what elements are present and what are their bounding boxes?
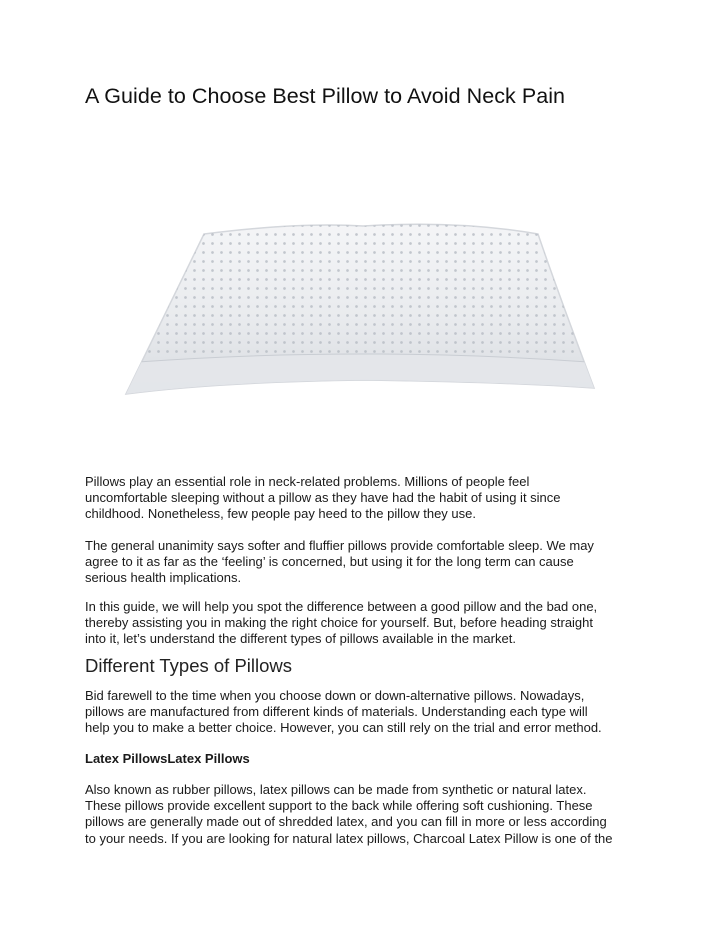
section-heading: Different Types of Pillows [85,655,293,676]
text-line: serious health implications. [85,570,242,586]
text-line: childhood. Nonetheless, few people pay heed to the pillow they use. [85,506,476,522]
pillow-image [118,212,608,402]
latex-paragraph [85,782,645,847]
section-paragraph [85,688,645,737]
intro-paragraph [85,538,645,587]
document-title: A Guide to Choose Best Pillow to Avoid Neck Pain [85,84,566,108]
intro-paragraph [85,599,645,648]
text-line: thereby assisting you in making the right choice for yourself. But, before heading straight [85,615,594,631]
text-line: pillows are manufactured from different kinds of materials. Understanding each type will [85,704,588,720]
text-line: help you to make a better choice. However, you can still rely on the trial and error method. [85,720,602,736]
text-line: Also known as rubber pillows, latex pillows can be made from synthetic or natural latex. [85,782,587,797]
text-line: Bid farewell to the time when you choose down or down-alternative pillows. Nowadays, [85,688,585,703]
text-line: These pillows provide excellent support to the back while offering soft cushioning. These [85,798,593,814]
text-line: Pillows play an essential role in neck-related problems. Millions of people feel [85,474,530,489]
text-line: into it, let’s understand the different types of pillows available in the market. [85,631,516,647]
intro-paragraph [85,474,645,523]
subheading-latex-pillows: Latex PillowsLatex Pillows [85,751,250,766]
text-line: to your needs. If you are looking for natural latex pillows, Charcoal Latex Pillow is one of the [85,830,613,846]
text-line: agree to it as far as the ‘feeling’ is concerned, but using it for the long term can cause [85,554,574,570]
text-line: uncomfortable sleeping without a pillow as they have had the habit of using it since [85,490,561,506]
text-line: pillows are generally made out of shredded latex, and you can fill in more or less according [85,814,607,830]
text-line: The general unanimity says softer and fluffier pillows provide comfortable sleep. We may [85,538,594,553]
text-line: In this guide, we will help you spot the difference between a good pillow and the bad one, [85,599,598,614]
